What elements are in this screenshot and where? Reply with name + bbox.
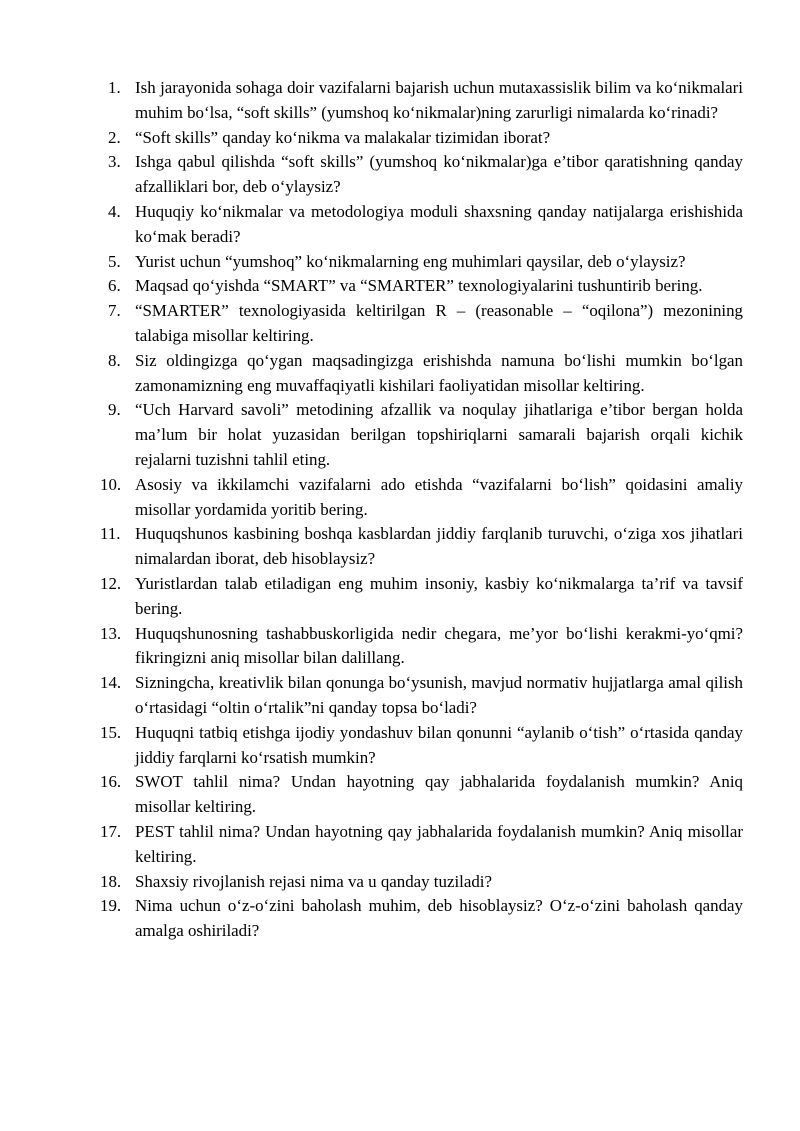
question-text: Huquqshunos kasbining boshqa kasblardan jiddiy farqlanib turuvchi, oʻziga xos jihatlari nimalardan iborat, deb hisoblaysiz? bbox=[135, 524, 743, 569]
question-item bbox=[100, 721, 743, 771]
question-number: 12. bbox=[100, 573, 122, 593]
question-number: 5. bbox=[108, 251, 121, 271]
question-list bbox=[100, 76, 743, 944]
question-text: “SMARTER” texnologiyasida keltirilgan R – (reasonable – “oqilona”) mezonining talabiga misollar keltiring. bbox=[135, 301, 743, 345]
question-text: Huquqshunosning tashabbuskorligida nedir chegara, me’yor boʻlishi kerakmi-yoʻqmi? fikringizni aniq misollar bilan dalillang. bbox=[135, 623, 743, 668]
question-item bbox=[100, 126, 743, 151]
question-item bbox=[100, 622, 743, 672]
question-text: Huquqni tatbiq etishga ijodiy yondashuv bilan qonunni “aylanib oʻtish” oʻrtasida qanday jiddiy farqlarni koʻrsatish mumkin? bbox=[135, 722, 743, 767]
question-item bbox=[100, 820, 743, 870]
question-item bbox=[100, 473, 743, 523]
question-item bbox=[100, 894, 743, 944]
question-text: Yurist uchun “yumshoq” koʻnikmalarning eng muhimlari qaysilar, deb oʻylaysiz? bbox=[135, 251, 686, 271]
question-number: 6. bbox=[108, 276, 121, 296]
question-text: Ishga qabul qilishda “soft skills” (yumshoq koʻnikmalar)ga e’tibor qaratishning qanday afzalliklari bor, deb oʻylaysiz? bbox=[135, 152, 743, 197]
question-text: Ish jarayonida sohaga doir vazifalarni bajarish uchun mutaxassislik bilim va koʻnikmalari muhim boʻlsa, “soft skills” (yumshoq koʻnikmalar)ning zarurligi nimalarda koʻrinadi? bbox=[135, 78, 743, 122]
question-number: 19. bbox=[100, 896, 122, 916]
question-item bbox=[100, 150, 743, 200]
question-item bbox=[100, 398, 743, 472]
question-number: 10. bbox=[100, 474, 122, 494]
question-item bbox=[100, 299, 743, 349]
question-text: Huquqiy koʻnikmalar va metodologiya moduli shaxsning qanday natijalarga erishishida koʻmak beradi? bbox=[135, 201, 743, 246]
question-text: Maqsad qoʻyishda “SMART” va “SMARTER” texnologiyalarini tushuntirib bering. bbox=[135, 276, 703, 296]
question-number: 14. bbox=[100, 673, 122, 693]
question-text: Shaxsiy rivojlanish rejasi nima va u qanday tuziladi? bbox=[135, 871, 492, 891]
question-number: 15. bbox=[100, 722, 122, 742]
question-text: Asosiy va ikkilamchi vazifalarni ado etishda “vazifalarni boʻlish” qoidasini amaliy misollar yordamida yoritib bering. bbox=[135, 474, 743, 519]
question-text: “Uch Harvard savoli” metodining afzallik va noqulay jihatlariga e’tibor bergan holda ma’lum bir holat yuzasidan berilgan topshiriqlarni samarali bajarish orqali kichik rejalarni tuzishni tahlil eting. bbox=[135, 400, 743, 469]
question-item bbox=[100, 572, 743, 622]
question-text: Nima uchun oʻz-oʻzini baholash muhim, deb hisoblaysiz? Oʻz-oʻzini baholash qanday amalga oshiriladi? bbox=[135, 896, 743, 941]
question-text: “Soft skills” qanday koʻnikma va malakalar tizimidan iborat? bbox=[135, 127, 551, 147]
question-item bbox=[100, 870, 743, 895]
question-item bbox=[100, 522, 743, 572]
question-number: 1. bbox=[108, 78, 121, 97]
question-number: 8. bbox=[108, 350, 121, 370]
question-number: 7. bbox=[108, 301, 121, 321]
question-number: 17. bbox=[100, 821, 122, 841]
question-item bbox=[100, 349, 743, 399]
question-text: PEST tahlil nima? Undan hayotning qay jabhalarida foydalanish mumkin? Aniq misollar keltiring. bbox=[135, 821, 743, 866]
question-item bbox=[100, 770, 743, 820]
question-text: SWOT tahlil nima? Undan hayotning qay jabhalarida foydalanish mumkin? Aniq misollar keltiring. bbox=[135, 772, 743, 817]
question-item bbox=[100, 274, 743, 299]
question-number: 4. bbox=[108, 201, 121, 221]
question-number: 2. bbox=[108, 127, 121, 147]
question-item bbox=[100, 200, 743, 250]
question-number: 3. bbox=[108, 152, 121, 172]
question-text: Sizningcha, kreativlik bilan qonunga boʻysunish, mavjud normativ hujjatlarga amal qilish oʻrtasidagi “oltin oʻrtalik”ni qanday topsa boʻladi? bbox=[135, 673, 743, 717]
question-item bbox=[100, 250, 743, 275]
question-text: Siz oldingizga qoʻygan maqsadingizga erishishda namuna boʻlishi mumkin boʻlgan zamonamizning eng muvaffaqiyatli kishilari faoliyatidan misollar keltiring. bbox=[135, 350, 743, 395]
question-item bbox=[100, 76, 743, 126]
question-text: Yuristlardan talab etiladigan eng muhim insoniy, kasbiy koʻnikmalarga ta’rif va tavsif bering. bbox=[135, 573, 743, 618]
question-number: 18. bbox=[100, 871, 122, 891]
question-item bbox=[100, 671, 743, 721]
question-number: 13. bbox=[100, 623, 122, 643]
question-number: 11. bbox=[100, 524, 121, 544]
question-number: 16. bbox=[100, 772, 122, 792]
question-number: 9. bbox=[108, 400, 121, 420]
